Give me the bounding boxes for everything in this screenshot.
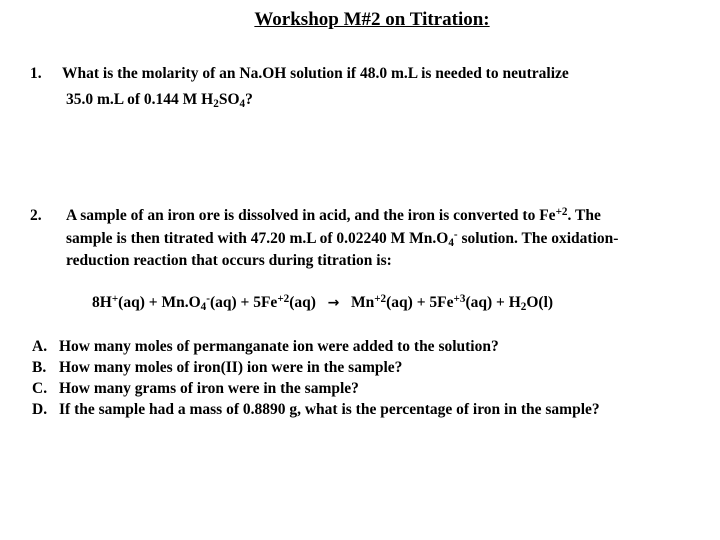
q2-mno4-subscript: 4 xyxy=(448,236,454,249)
eq-fe3: (aq) + 5Fe xyxy=(386,294,454,311)
eq-mn: Mn xyxy=(350,294,375,311)
eq-mn-charge: +2 xyxy=(374,292,387,305)
part-b-text: How many moles of iron(II) ion were in the sample? xyxy=(59,359,403,376)
eq-fe: (aq) + 5Fe xyxy=(209,294,278,311)
q2-line-1-end: . The xyxy=(567,207,601,224)
eq-h2o: (aq) + H xyxy=(465,294,521,311)
q2-line-2-text: sample is then titrated with 47.20 m.L of 0.02240 M Mn.O xyxy=(66,230,449,247)
part-c-letter: C. xyxy=(32,380,48,397)
eq-fe3-charge: +3 xyxy=(453,292,466,305)
part-b-letter: B. xyxy=(32,359,47,376)
part-d-text: If the sample had a mass of 0.8890 g, what is the percentage of iron in the sample? xyxy=(59,401,600,418)
eq-h2o-end: O(l) xyxy=(526,294,554,311)
q1-line-2-so: SO xyxy=(218,91,240,108)
part-c-text: How many grams of iron were in the sample? xyxy=(59,380,359,397)
page-title: Workshop M#2 on Titration: xyxy=(254,9,490,30)
eq-fe-charge: +2 xyxy=(277,292,290,305)
eq-fe-state: (aq) xyxy=(289,294,316,311)
q1-subscript-4: 4 xyxy=(239,97,246,110)
q1-subscript-2: 2 xyxy=(213,97,219,110)
q1-line-2 xyxy=(66,89,253,110)
q2-line-1 xyxy=(66,205,601,226)
eq-h-charge: + xyxy=(111,292,119,305)
part-a-text: How many moles of permanganate ion were added to the solution? xyxy=(59,338,499,355)
redox-equation xyxy=(92,292,553,314)
eq-h2o-subscript: 2 xyxy=(520,300,527,313)
reaction-arrow-icon: → xyxy=(327,295,340,311)
q1-line-1: What is the molarity of an Na.OH solution if 48.0 m.L is needed to neutralize xyxy=(62,65,569,82)
eq-mno4-subscript: 4 xyxy=(200,300,207,313)
q2-number: 2. xyxy=(30,207,42,224)
q2-mno4-charge: - xyxy=(453,228,458,241)
q2-fe-charge: +2 xyxy=(555,205,568,218)
q1-number: 1. xyxy=(30,65,42,82)
q2-line-3: reduction reaction that occurs during titration is: xyxy=(66,252,392,269)
eq-mno4-charge: - xyxy=(206,292,210,305)
q1-line-2-end: ? xyxy=(245,91,253,108)
q2-line-2-end: solution. The oxidation- xyxy=(457,230,619,247)
eq-mno4: (aq) + Mn.O xyxy=(118,294,201,311)
eq-h: 8H xyxy=(92,294,112,311)
part-d-letter: D. xyxy=(32,401,48,418)
q2-line-2 xyxy=(66,228,618,249)
q2-line-1-text: A sample of an iron ore is dissolved in acid, and the iron is converted to Fe xyxy=(66,207,556,224)
q1-line-2-text: 35.0 m.L of 0.144 M H xyxy=(66,91,214,108)
part-a-letter: A. xyxy=(32,338,48,355)
